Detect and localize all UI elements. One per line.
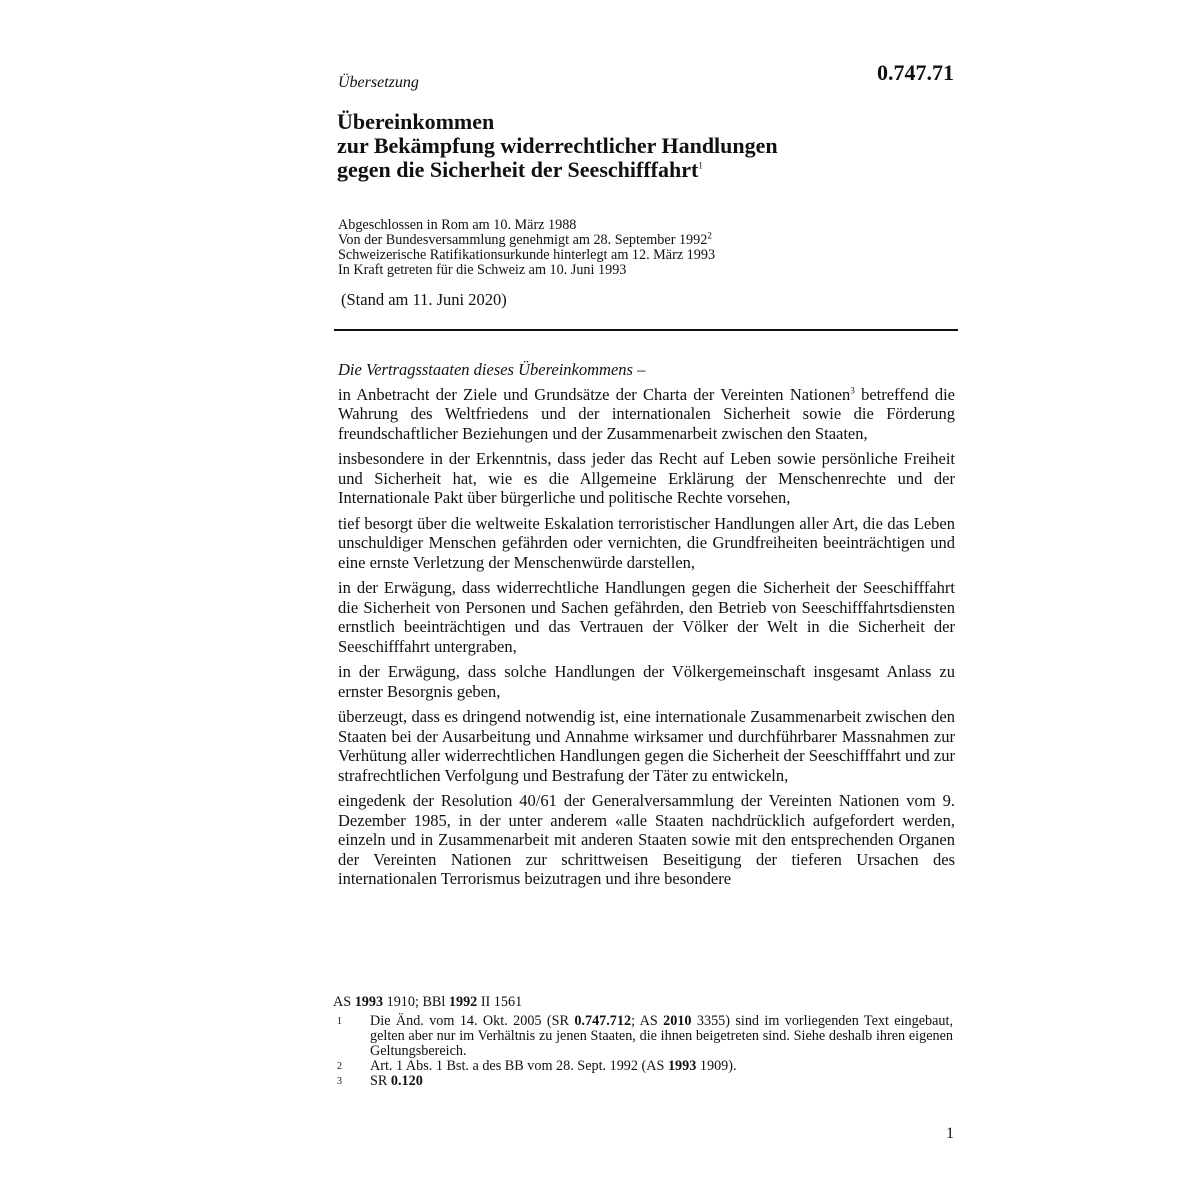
fn1-text-a: Die Änd. vom 14. Okt. 2005 (SR bbox=[370, 1013, 575, 1029]
approved-date-text: Von der Bundesversammlung genehmigt am 28. September 1992 bbox=[338, 232, 708, 248]
preamble-body bbox=[338, 360, 955, 895]
document-title bbox=[337, 110, 957, 182]
concluded-date: Abgeschlossen in Rom am 10. März 1988 bbox=[338, 217, 577, 233]
title-line-3-text: gegen die Sicherheit der Seeschifffahrt bbox=[337, 157, 699, 182]
header-divider bbox=[334, 329, 958, 331]
paragraph-1-start: in Anbetracht der Ziele und Grundsätze der Charta der Vereinten Nationen bbox=[338, 384, 851, 404]
sr-number: 0.747.71 bbox=[877, 60, 954, 85]
fn2-text-c: 1909). bbox=[696, 1058, 737, 1074]
paragraph-2: insbesondere in der Erkenntnis, dass jeder das Recht auf Leben sowie persönliche Freiheit und Sicherheit hat, wie es die Allgemeine Erklärung der Menschenrechte und der Internationale Pakt über bürgerliche und politische Rechte vorsehen, bbox=[338, 449, 955, 507]
approved-date bbox=[338, 230, 715, 248]
preamble-intro: Die Vertragsstaaten dieses Übereinkommens – bbox=[338, 360, 646, 379]
footnote-2-number: 2 bbox=[337, 1061, 342, 1072]
title-line-3 bbox=[337, 158, 957, 182]
fn1-text-b: 0.747.712 bbox=[574, 1013, 632, 1029]
fn2-text-b: 1993 bbox=[667, 1058, 697, 1074]
footnote-1 bbox=[333, 1014, 953, 1059]
treaty-metadata bbox=[338, 218, 715, 278]
footnote-3 bbox=[333, 1074, 953, 1089]
source-reference bbox=[333, 995, 953, 1010]
ratification-date: Schweizerische Ratifikationsurkunde hinterlegt am 12. März 1993 bbox=[338, 247, 716, 263]
paragraph-1 bbox=[338, 385, 955, 444]
fn1-text-e: 3355) sind im vorliegenden Text eingebaut, gelten aber nur im Verhältnis zu jenen Staaten, die ihnen beigetreten sind. Siehe deshalb ihren eigenen Geltungsbereich. bbox=[370, 1013, 953, 1059]
footnote-1-number: 1 bbox=[337, 1016, 342, 1027]
source-text-b: 1993 bbox=[354, 994, 384, 1010]
source-text-a: AS bbox=[333, 994, 355, 1010]
source-text-e: II 1561 bbox=[477, 994, 523, 1010]
footnote-2 bbox=[333, 1059, 953, 1074]
fn3-text-a: SR bbox=[370, 1073, 391, 1089]
fn3-text-b: 0.120 bbox=[390, 1073, 423, 1089]
in-force-date: In Kraft getreten für die Schweiz am 10. Juni 1993 bbox=[338, 262, 627, 278]
title-line-1: Übereinkommen bbox=[337, 109, 495, 134]
paragraph-6: überzeugt, dass es dringend notwendig ist, eine internationale Zusammenarbeit zwischen den Staaten bei der Ausarbeitung und Annahme wirksamer und durchführbarer Massnahmen zur Verhütung aller widerrechtlichen Handlungen gegen die Sicherheit der Seeschifffahrt und zur strafrechtlichen Verfolgung und Bestrafung der Täter zu entwickeln, bbox=[338, 707, 955, 785]
footnote-3-text bbox=[370, 1074, 953, 1089]
footnote-1-text bbox=[370, 1014, 953, 1059]
footnotes bbox=[333, 995, 953, 1089]
footnote-3-number: 3 bbox=[337, 1076, 342, 1087]
approved-footnote-ref[interactable]: 2 bbox=[707, 230, 712, 241]
title-footnote-ref[interactable]: 1 bbox=[698, 160, 703, 171]
fn1-text-d: 2010 bbox=[663, 1013, 692, 1029]
title-line-2: zur Bekämpfung widerrechtlicher Handlungen bbox=[337, 133, 778, 158]
source-text-c: 1910; BBl bbox=[383, 994, 449, 1010]
source-text-d: 1992 bbox=[448, 994, 478, 1010]
translation-label: Übersetzung bbox=[338, 74, 419, 91]
paragraph-1-end: betreffend die Wahrung des Weltfriedens und der internationalen Sicherheit sowie die Förderung freundschaftlicher Beziehungen und der Zusammenarbeit zwischen den Staaten, bbox=[338, 384, 956, 443]
paragraph-5: in der Erwägung, dass solche Handlungen der Völkergemeinschaft insgesamt Anlass zu ernster Besorgnis geben, bbox=[338, 662, 955, 701]
status-date: (Stand am 11. Juni 2020) bbox=[341, 290, 507, 309]
footnote-2-text bbox=[370, 1059, 953, 1074]
paragraph-1-footnote-ref[interactable]: 3 bbox=[850, 385, 855, 395]
fn2-text-a: Art. 1 Abs. 1 Bst. a des BB vom 28. Sept. 1992 (AS bbox=[370, 1058, 668, 1074]
paragraph-3: tief besorgt über die weltweite Eskalation terroristischer Handlungen aller Art, die das Leben unschuldiger Menschen gefährden oder vernichten, die Grundfreiheiten beeinträchtigen und eine ernste Verletzung der Menschenwürde darstellen, bbox=[338, 513, 955, 572]
paragraph-4: in der Erwägung, dass widerrechtliche Handlungen gegen die Sicherheit der Seeschifffahrt die Sicherheit von Personen und Sachen gefährden, den Betrieb von Seeschifffahrtsdiensten ernstlich beeinträchtigen und das Vertrauen der Völker der Welt in die Sicherheit der Seeschifffahrt untergraben, bbox=[338, 578, 955, 656]
fn1-text-c: ; AS bbox=[631, 1013, 664, 1029]
paragraph-7: eingedenk der Resolution 40/61 der Generalversammlung der Vereinten Nationen vom 9. Dezember 1985, in der unter anderem «alle Staaten nachdrücklich aufgefordert werden, einzeln und in Zusammenarbeit mit anderen Staaten sowie mit den entsprechenden Organen der Vereinten Nationen zur schrittweisen Beseitigung der tieferen Ursachen des internationalen Terrorismus beizutragen und ihre besondere bbox=[338, 791, 955, 888]
page-number: 1 bbox=[946, 1125, 954, 1142]
